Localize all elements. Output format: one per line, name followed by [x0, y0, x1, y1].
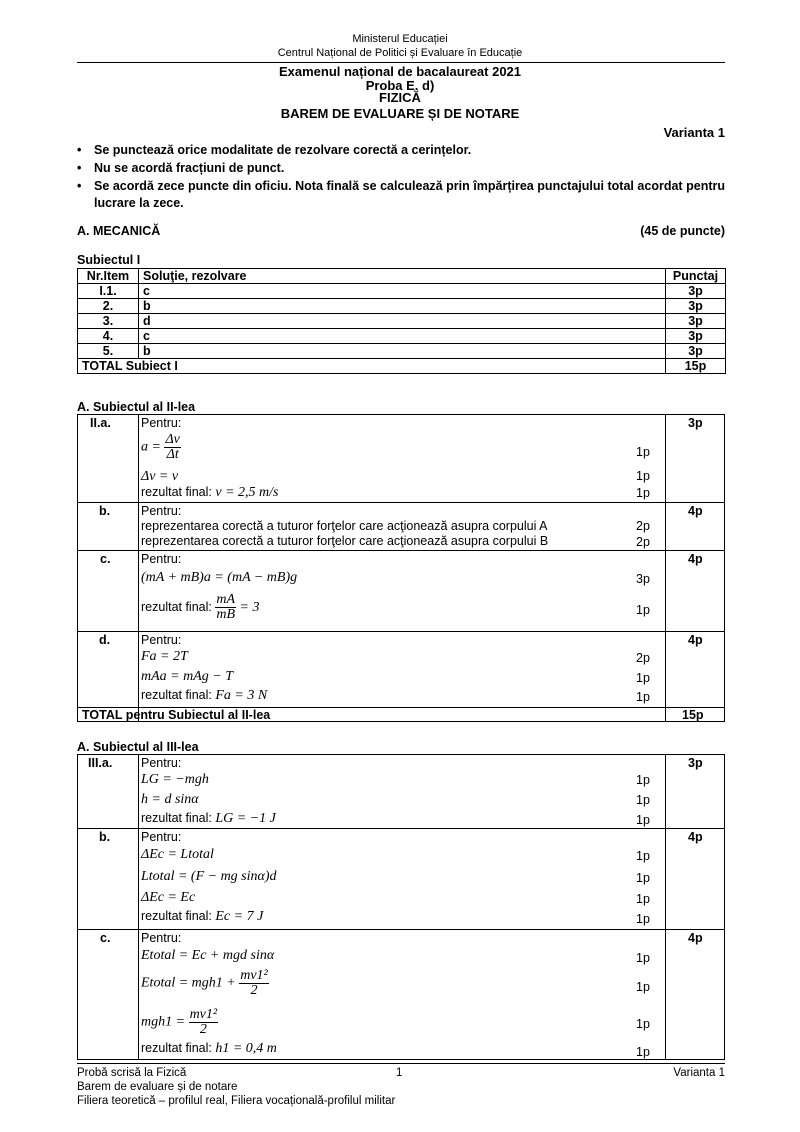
criterion: reprezentarea corectă a tuturor forţelor care acţionează asupra corpului B [141, 534, 549, 548]
footer-rule [77, 1063, 725, 1064]
section-a-title: A. MECANICĂ [77, 224, 161, 238]
barem-title: BAREM DE EVALUARE ȘI DE NOTARE [280, 106, 520, 121]
pentru-label: Pentru: [141, 756, 182, 770]
line-points: 1p [636, 813, 650, 827]
table-row: 3. d 3p [78, 314, 726, 329]
formula: ΔEc = Ltotal [141, 847, 214, 862]
final-result: rezultat final: Fa = 3 N [141, 688, 268, 703]
pentru-label: Pentru: [141, 416, 182, 430]
line-points: 1p [636, 951, 650, 965]
subiect-3-label: A. Subiectul al III-lea [77, 740, 199, 754]
line-points: 2p [636, 535, 650, 549]
table-row: 5. b 3p [78, 344, 726, 359]
item-label: c. [100, 552, 111, 566]
formula: LG = −mgh [141, 772, 209, 787]
formula: Ltotal = (F − mg sinα)d [141, 869, 277, 884]
line-points: 1p [636, 1017, 650, 1031]
item-points: 4p [688, 633, 703, 647]
item-label: d. [99, 633, 111, 647]
bullet-dot-icon: • [77, 161, 82, 175]
pentru-label: Pentru: [141, 504, 182, 518]
col-header-points: Punctaj [666, 269, 726, 284]
line-points: 1p [636, 671, 650, 685]
line-points: 1p [636, 892, 650, 906]
formula: Etotal = mgh1 + $\frac{\text{mv1²}}{2}$ [141, 968, 268, 998]
footer-filiera: Filiera teoretică – profilul real, Filiera vocațională-profilul militar [77, 1095, 396, 1107]
line-points: 1p [636, 1045, 650, 1059]
subiect-2-table [77, 414, 725, 722]
section-a-points: (45 de puncte) [640, 224, 725, 238]
formula: mAa = mAg − T [141, 669, 234, 684]
item-label: b. [99, 504, 111, 518]
formula: Etotal = Ec + mgd sinα [141, 948, 275, 963]
criterion: reprezentarea corectă a tuturor forţelor care acţionează asupra corpului A [141, 519, 548, 533]
line-points: 3p [636, 572, 650, 586]
pentru-label: Pentru: [141, 633, 182, 647]
line-points: 1p [636, 445, 650, 459]
formula: ΔEc = Ec [141, 890, 196, 905]
line-points: 1p [636, 603, 650, 617]
line-points: 1p [636, 849, 650, 863]
line-points: 2p [636, 651, 650, 665]
total-points: 15p [682, 708, 704, 722]
footer-barem: Barem de evaluare și de notare [77, 1081, 238, 1093]
final-result: rezultat final: v = 2,5 m/s [141, 485, 279, 500]
table-row: 4. c 3p [78, 329, 726, 344]
line-points: 1p [636, 486, 650, 500]
ministry-name: Ministerul Educației [352, 33, 448, 45]
item-points: 4p [688, 830, 703, 844]
final-result: rezultat final: $\frac{mA}{mB}$ = 3 [141, 592, 260, 622]
center-name: Centrul Național de Politici și Evaluare în Educație [277, 47, 523, 59]
line-points: 1p [636, 980, 650, 994]
formula: Δv = v [141, 469, 179, 484]
line-points: 1p [636, 773, 650, 787]
item-label: III.a. [88, 756, 113, 770]
bullet-2: • Nu se acordă fracțiuni de punct. [77, 161, 285, 175]
item-points: 4p [688, 552, 703, 566]
table-header-row [78, 269, 726, 284]
col-header-solution: Soluţie, rezolvare [139, 269, 666, 284]
item-label: c. [100, 931, 111, 945]
item-label: II.a. [90, 416, 111, 430]
formula: a = $\frac{\Delta v}{\Delta t}$ [141, 432, 180, 462]
formula: h = d sinα [141, 792, 199, 807]
item-points: 3p [688, 756, 703, 770]
table-total-row: TOTAL Subiect I 15p [78, 359, 726, 374]
pentru-label: Pentru: [141, 552, 182, 566]
bullet-dot-icon: • [77, 179, 82, 193]
header-rule [77, 62, 725, 63]
subiect-2-label: A. Subiectul al II-lea [77, 400, 196, 414]
footer-variant: Varianta 1 [673, 1067, 725, 1079]
proba-title: Proba E. d) [365, 78, 435, 93]
bullet-dot-icon: • [77, 143, 82, 157]
footer-exam: Probă scrisă la Fizică [77, 1067, 187, 1079]
line-points: 1p [636, 690, 650, 704]
col-header-item: Nr.Item [78, 269, 139, 284]
final-result: rezultat final: h1 = 0,4 m [141, 1041, 277, 1056]
line-points: 1p [636, 912, 650, 926]
final-result: rezultat final: LG = −1 J [141, 811, 276, 826]
footer-page-number: 1 [396, 1067, 403, 1079]
variant-label: Varianta 1 [663, 125, 725, 140]
bullet-1: • Se punctează orice modalitate de rezolvare corectă a cerințelor. [77, 143, 472, 157]
exam-title: Examenul național de bacalaureat 2021 [278, 64, 522, 79]
line-points: 1p [636, 469, 650, 483]
formula: (mA + mB)a = (mA − mB)g [141, 570, 298, 585]
bullet-3: • Se acordă zece puncte din oficiu. Nota finală se calculează prin împărțirea punctajului total acordat pentru lucrare la zece. [77, 179, 725, 210]
subiect-1-label: Subiectul I [77, 253, 141, 267]
formula: mgh1 = $\frac{\text{mv1²}}{2}$ [141, 1007, 218, 1037]
item-label: b. [99, 830, 111, 844]
line-points: 1p [636, 793, 650, 807]
line-points: 1p [636, 871, 650, 885]
formula: Fa = 2T [141, 649, 188, 664]
subject-title: FIZICĂ [379, 90, 421, 105]
item-points: 3p [688, 416, 703, 430]
line-points: 2p [636, 519, 650, 533]
table-row: I.1. c 3p [78, 284, 726, 299]
final-result: rezultat final: Ec = 7 J [141, 909, 264, 924]
pentru-label: Pentru: [141, 830, 182, 844]
item-points: 4p [688, 504, 703, 518]
subiect-1-table [77, 268, 726, 374]
table-row: 2. b 3p [78, 299, 726, 314]
subiect-3-table [77, 754, 725, 1060]
pentru-label: Pentru: [141, 931, 182, 945]
item-points: 4p [688, 931, 703, 945]
total-label: TOTAL pentru Subiectul al II-lea [82, 708, 271, 722]
